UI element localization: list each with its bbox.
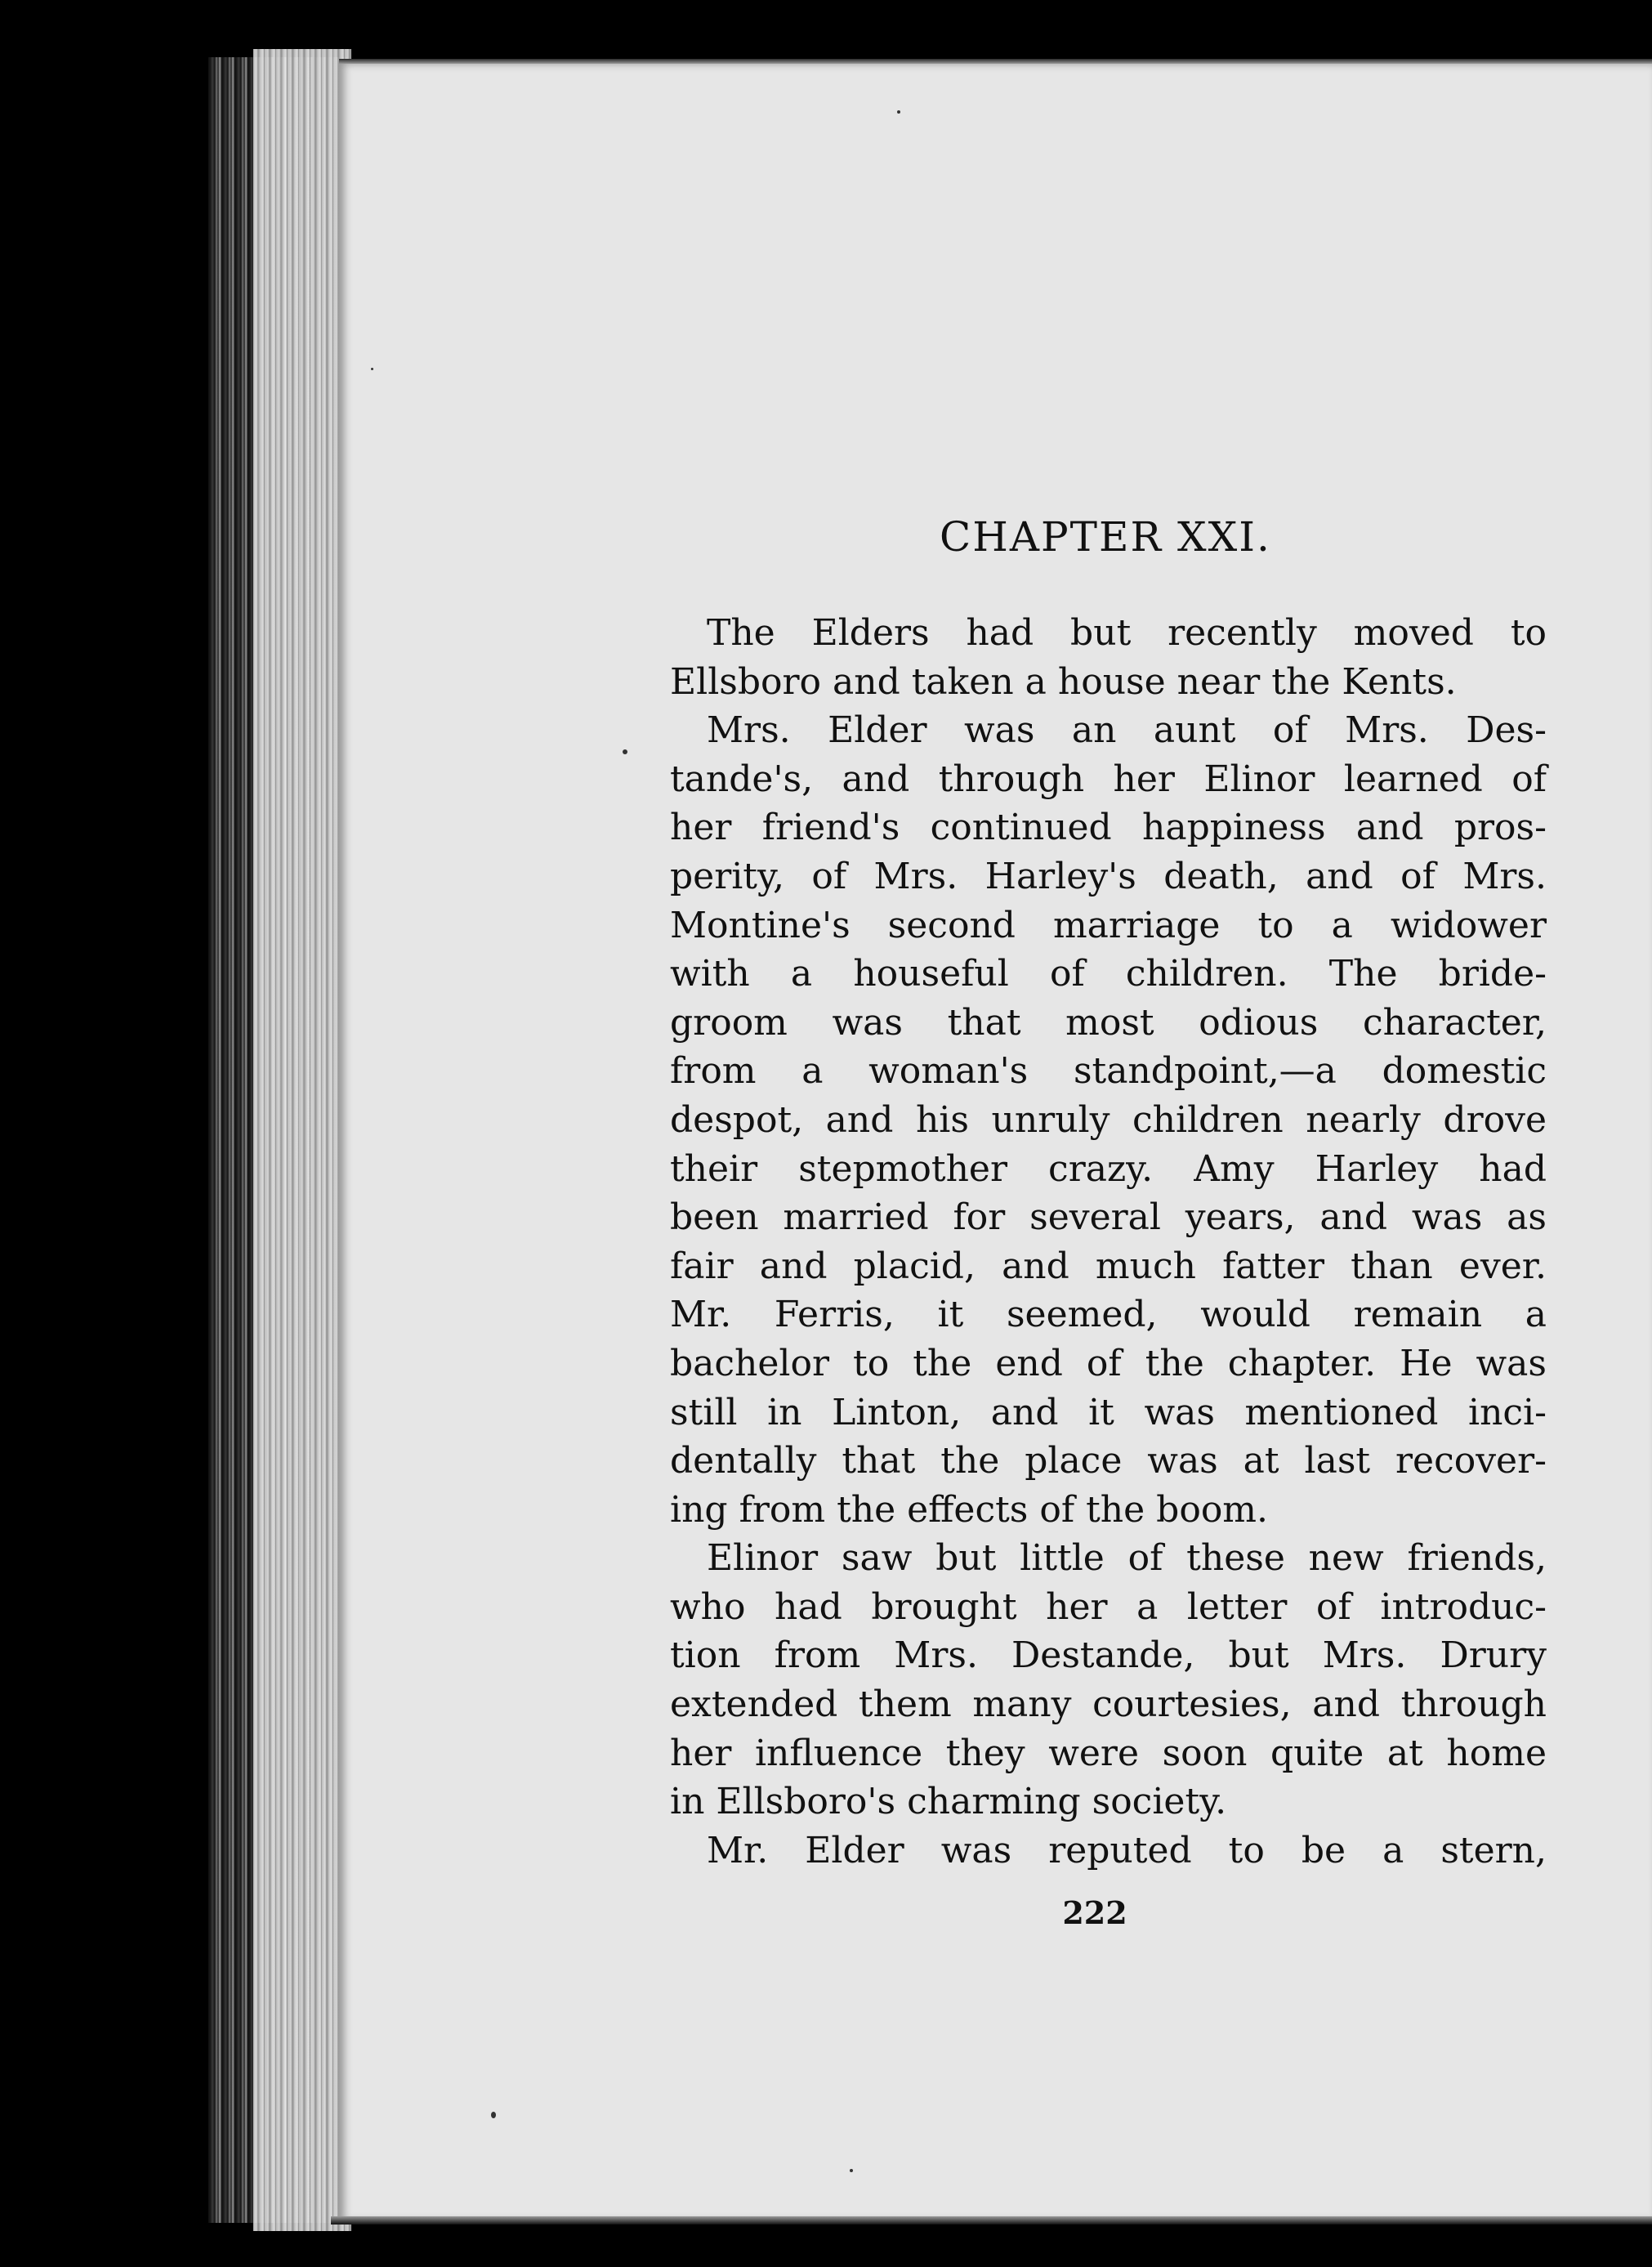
text-line: dentally that the place was at last recover- — [670, 1440, 1547, 1482]
text-line: Ellsboro and taken a house near the Kents. — [670, 660, 1457, 703]
scan-speck — [897, 110, 900, 114]
text-line: her influence they were soon quite at home — [670, 1732, 1547, 1774]
text-line: been married for several years, and was as — [670, 1196, 1547, 1239]
body-text — [670, 609, 1547, 1875]
text-line: despot, and his unruly children nearly drove — [670, 1098, 1547, 1141]
page-bottom-edge — [331, 2216, 1652, 2225]
text-line: their stepmother crazy. Amy Harley had — [670, 1147, 1547, 1190]
text-line: ing from the effects of the boom. — [670, 1488, 1269, 1531]
text-line: tion from Mrs. Destande, but Mrs. Drury — [670, 1634, 1547, 1677]
text-line: in Ellsboro's charming society. — [670, 1781, 1227, 1823]
book-page-edges-highlight — [253, 49, 351, 2231]
scan-speck — [623, 749, 627, 754]
text-line: with a houseful of children. The bride- — [670, 953, 1547, 995]
text-line: her friend's continued happiness and pros- — [670, 807, 1547, 849]
text-line: groom was that most odious character, — [670, 1001, 1547, 1044]
scan-speck — [850, 2169, 853, 2172]
text-line: from a woman's standpoint,—a domestic — [670, 1050, 1547, 1093]
text-line: Mr. Ferris, it seemed, would remain a — [670, 1294, 1547, 1336]
text-line: Montine's second marriage to a widower — [670, 904, 1547, 946]
page-number: 222 — [1062, 1894, 1127, 1931]
scan-speck — [371, 368, 373, 370]
text-line: who had brought her a letter of introduc- — [670, 1585, 1547, 1628]
text-line: extended them many courtesies, and through — [670, 1683, 1547, 1726]
text-line: still in Linton, and it was mentioned inci- — [670, 1391, 1547, 1433]
text-line: fair and placid, and much fatter than ever. — [670, 1245, 1547, 1287]
text-line: Mr. Elder was reputed to be a stern, — [707, 1829, 1547, 1871]
text-line: Elinor saw but little of these new friends, — [707, 1537, 1547, 1580]
text-line: tande's, and through her Elinor learned of — [670, 758, 1547, 800]
text-line: Mrs. Elder was an aunt of Mrs. Des- — [707, 709, 1547, 752]
chapter-heading: CHAPTER XXI. — [940, 513, 1271, 561]
scan-speck — [491, 2112, 496, 2118]
text-line: perity, of Mrs. Harley's death, and of Mrs. — [670, 855, 1547, 897]
text-line: The Elders had but recently moved to — [707, 612, 1547, 654]
text-line: bachelor to the end of the chapter. He was — [670, 1342, 1547, 1384]
